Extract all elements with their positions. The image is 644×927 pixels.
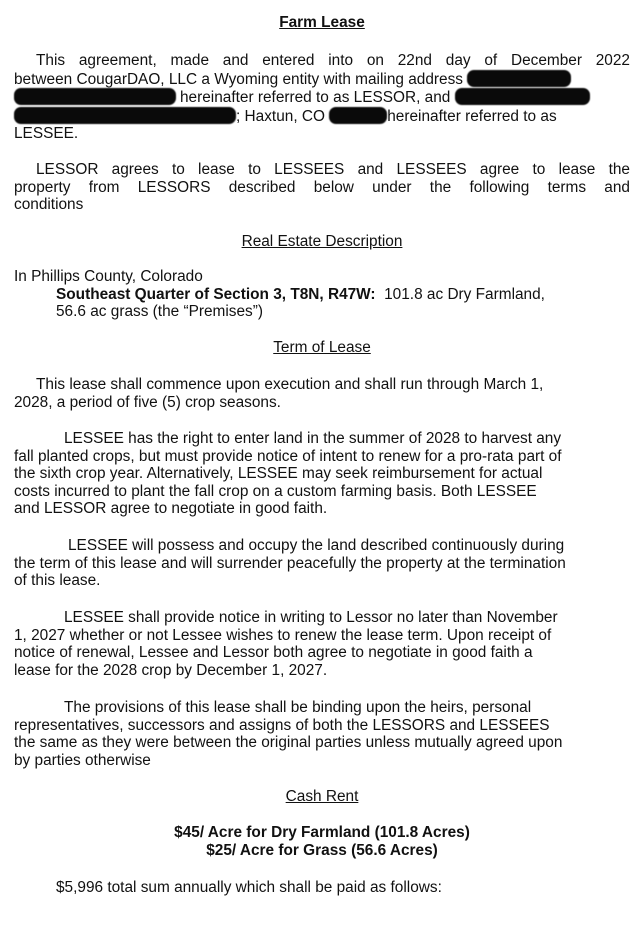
real-estate-description: In Phillips County, Colorado Southeast Quarter of Section 3, T8N, R47W: 101.8 ac Dry Farmland, 56.6 ac grass (the “Premises”) [14,268,545,321]
real-estate-heading: Real Estate Description [241,233,403,250]
term-heading: Term of Lease [273,339,371,356]
redacted-zip [329,107,387,124]
term-paragraph-3: LESSEE will possess and occupy the land described continuously during the term of this lease and will surrender peacefully the property at the termination of this lease. [14,537,566,590]
term-paragraph-2: LESSEE has the right to enter land in the summer of 2028 to harvest any fall planted crops, but must provide notice of intent to renew for a pro-rata part of the sixth crop year. Alternatively, LESSEE may seek reimbursement for actual costs incurred to plant the fall crop on a custom farming basis. Both LESSEE and LESSOR agree to negotiate in good faith. [14,430,562,518]
cash-rent-total: $5,996 total sum annually which shall be paid as follows: [56,879,442,896]
agreement-paragraph: LESSOR agrees to lease to LESSEES and LESSEES agree to lease the property from LESSORS described below under the following terms and conditions [14,161,630,214]
cash-rent-heading: Cash Rent [285,788,359,805]
term-paragraph-1: This lease shall commence upon execution and shall run through March 1, 2028, a period of five (5) crop seasons. [14,376,544,411]
intro-paragraph: This agreement, made and entered into on 22nd day of December 2022 between CougarDAO, LLC a Wyoming entity with mailing address hereinafter referred to as LESSOR, and ; Haxtun, CO hereinafter referred to as LESSEE. [14,52,630,143]
redacted-lessee-address [14,107,236,124]
document-title: Farm Lease [279,14,365,31]
term-paragraph-5: The provisions of this lease shall be binding upon the heirs, personal representatives, successors and assigns of both the LESSORS and LESSEES the same as they were between the original parties unless mutually agreed upon by parties otherwise [14,699,563,769]
redacted-lessee-name [455,88,590,105]
redacted-address [14,88,176,105]
cash-rent-rates: $45/ Acre for Dry Farmland (101.8 Acres) $25/ Acre for Grass (56.6 Acres) [174,824,470,859]
term-paragraph-4: LESSEE shall provide notice in writing to Lessor no later than November 1, 2027 whether or not Lessee wishes to renew the lease term. Upon receipt of notice of renewal, Lessee and Lessor both agree to negotiate in good faith a lease for the 2028 crop by December 1, 2027. [14,609,558,679]
redacted-address [467,70,571,87]
